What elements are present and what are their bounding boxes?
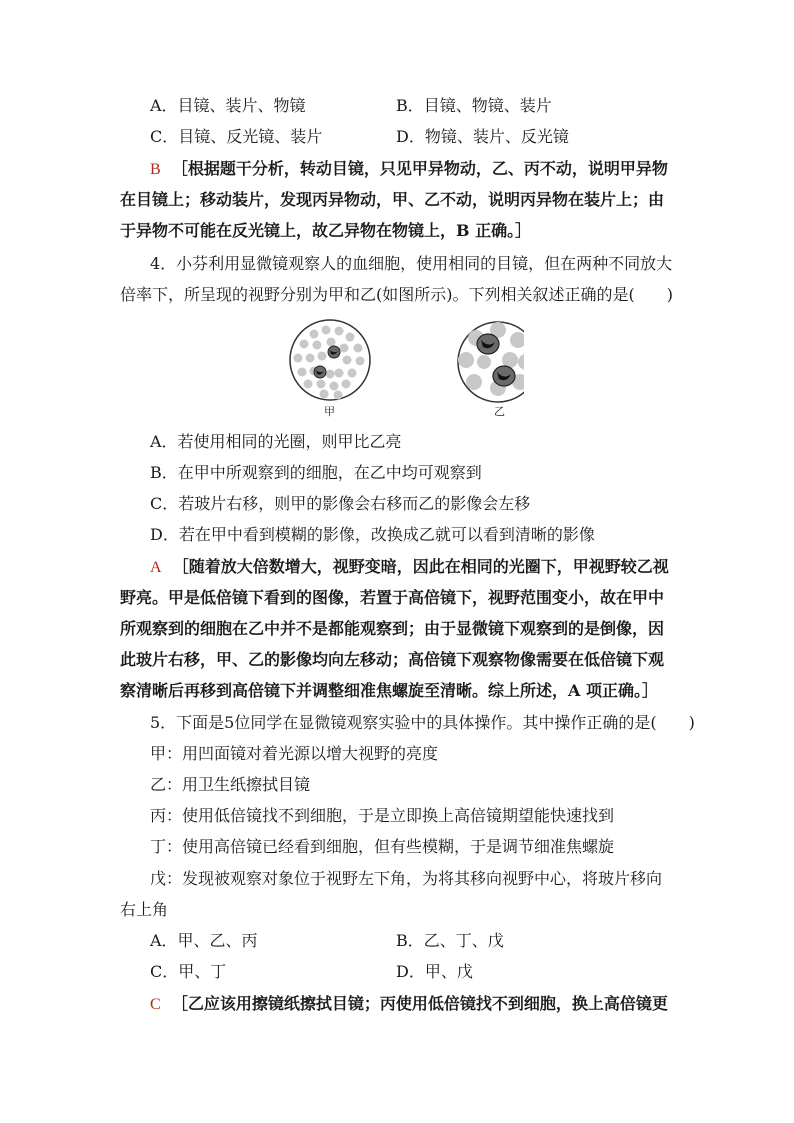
q5-option-b: B．乙、丁、戊 [396,931,504,950]
q4-option-a: A．若使用相同的光圈，则甲比乙亮 [150,432,402,451]
q4-explanation-text: ［随着放大倍数增大，视野变暗，因此在相同的光圈下，甲视野较乙视 [172,557,669,576]
q4-stem-line-2: 倍率下，所呈现的视野分别为甲和乙(如图所示)。下列相关叙述正确的是( ) [120,285,673,304]
figure-label-yi: 乙 [494,405,505,418]
q3-answer-letter: B [150,161,161,178]
q4-explanation-line-4: 此玻片右移，甲、乙的影像均向左移动；高倍镜下观察物像需要在低倍镜下观 [120,650,665,669]
q3-explanation-line-2: 在目镜上；移动装片，发现丙异物动，甲、乙不动，说明丙异物在装片上；由 [120,190,665,209]
q5-item-bing: 丙：使用低倍镜找不到细胞，于是立即换上高倍镜期望能快速找到 [150,806,615,825]
q3-explanation-text: ［根据题干分析，转动目镜，只见甲异物动，乙、丙不动，说明甲异物 [171,159,668,178]
q4-explanation-line-2: 野亮。甲是低倍镜下看到的图像，若置于高倍镜下，视野范围变小，故在甲中 [120,588,665,607]
q4-explanation-line-3: 所观察到的细胞在乙中并不是都能观察到；由于显微镜下观察到的是倒像，因 [120,619,665,638]
q5-item-jia: 甲：用凹面镜对着光源以增大视野的亮度 [150,744,439,763]
q4-explanation-line-1 [150,557,710,578]
q5-explanation-text: ［乙应该用擦镜纸擦拭目镜；丙使用低倍镜找不到细胞，换上高倍镜更 [171,994,668,1013]
microscope-figure [284,318,524,422]
q5-item-yi: 乙：用卫生纸擦拭目镜 [150,775,311,794]
figure-label-jia: 甲 [324,405,335,418]
q5-answer-letter: C [150,996,161,1013]
q5-option-d: D．甲、戊 [396,962,473,981]
microscope-views-svg [284,318,524,406]
q4-answer-letter: A [150,559,162,576]
q5-stem: 5．下面是5位同学在显微镜观察实验中的具体操作。其中操作正确的是( ) [150,713,695,732]
q5-item-wu-continued: 右上角 [120,900,169,919]
q3-explanation-line-3: 于异物不可能在反光镜上，故乙异物在物镜上，B 正确。］ [120,221,532,240]
q5-item-ding: 丁：使用高倍镜已经看到细胞，但有些模糊，于是调节细准焦螺旋 [150,837,615,856]
q4-option-d: D．若在甲中看到模糊的影像，改换成乙就可以看到清晰的影像 [150,525,595,544]
q3-explanation-line-1 [150,159,710,180]
q5-option-a: A．甲、乙、丙 [150,931,258,950]
q5-item-wu: 戊：发现被观察对象位于视野左下角，为将其移向视野中心，将玻片移向 [150,869,663,888]
q3-option-a: A．目镜、装片、物镜 [150,96,306,115]
q4-option-b: B．在甲中所观察到的细胞，在乙中均可观察到 [150,463,482,482]
q4-stem-line-1: 4．小芬利用显微镜观察人的血细胞，使用相同的目镜，但在两种不同放大 [150,254,673,273]
q5-explanation-line-1 [150,994,710,1015]
q5-option-c: C．甲、丁 [150,962,227,981]
q4-explanation-line-5: 察清晰后再移到高倍镜下并调整细准焦螺旋至清晰。综上所述，A 项正确。］ [120,681,658,700]
q3-option-b: B．目镜、物镜、装片 [396,96,552,115]
view-jia-low-magnification [290,320,370,400]
q3-option-c: C．目镜、反光镜、装片 [150,127,323,146]
q3-option-d: D．物镜、装片、反光镜 [396,127,569,146]
q4-option-c: C．若玻片右移，则甲的影像会右移而乙的影像会左移 [150,494,531,513]
view-yi-high-magnification [458,322,524,402]
